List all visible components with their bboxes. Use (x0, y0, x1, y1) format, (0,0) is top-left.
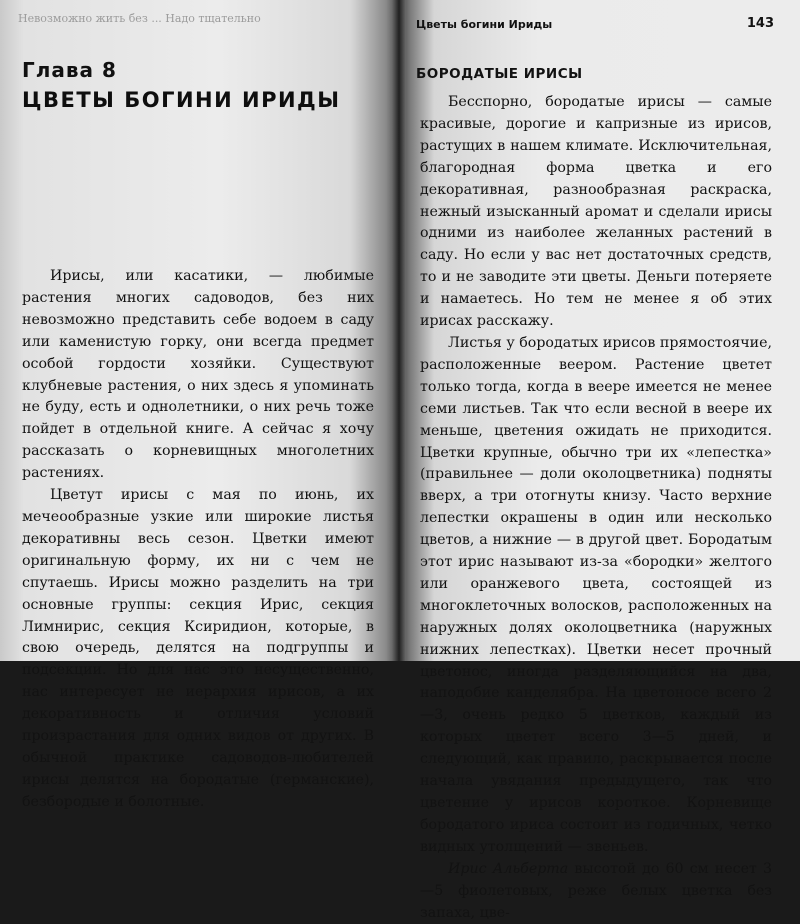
right-body-text (420, 92, 772, 924)
running-head: Цветы богини Ириды (416, 18, 553, 31)
page-number: 143 (746, 16, 774, 31)
right-page (398, 0, 800, 921)
chapter-label: Глава 8 (22, 58, 117, 82)
paragraph-iris-alberta (420, 859, 772, 924)
section-title: БОРОДАТЫЕ ИРИСЫ (416, 66, 583, 82)
paragraph: Цветут ирисы с мая по июнь, их мечеообразные узкие или широкие листья декоративны весь сезон. Цветки имеют оригинальную форму, их ни с чем не спутаешь. Ирисы можно разделить на три основные группы: секция Ирис, секция Лимнирис, секция Ксиридион, которые, в свою очередь, делятся на подгруппы и подсекции. Но для нас это несущественно, нас интересует не иерархия ирисов, а их декоративность и отличия условий произрастания для одних видов от других. В обычной практике садоводов-любителей ирисы делятся на бородатые (германские), безбородые и болотные. (22, 487, 374, 810)
book-gutter (392, 0, 406, 661)
left-body-text (22, 266, 374, 814)
paragraph: Бесспорно, бородатые ирисы — самые красивые, дорогие и капризные из ирисов, растущих в нашем климате. Исключительная, благородная форма цветка и его декоративная, разнообразная раскраска, нежный изысканный аромат и сделали ирисы одними из наиболее желанных растений в саду. Но если у вас нет достаточных средств, то и не заводите эти цветы. Деньги потеряете и намаетесь. Но тем не менее я об этих ирисах расскажу. (420, 94, 772, 330)
paragraph: Листья у бородатых ирисов прямостоячие, расположенные веером. Растение цветет только тогда, когда в веере имеется не менее семи листьев. Так что если весной в веере их меньше, цветения ожидать не приходится. Цветки крупные, обычно три их «лепестка» (правильнее — доли околоцветника) подняты вверх, а три отогнуты книзу. Часто верхние лепестки окрашены в один или несколько цветов, а нижние — в другой цвет. Бородатым этот ирис называют из-за «бородки» желтого или оранжевого цвета, состоящей из многоклеточных волосков, расположенных на наружных долях околоцветника (наружных нижних лепестках). Цветки несет прочный цветонос, иногда разделяющийся на два, наподобие канделябра. На цветоносе всего 2—3, очень редко 5 цветков, каждый из которых цветет всего 3—5 дней, и следующий, как правило, раскрывается после начала увядания предыдущего, так что цветение у ирисов короткое. Корневище бородатого ириса состоит из годичных, четко видных утолщений — звеньев. (420, 334, 772, 855)
paragraph: Ирисы, или касатики, — любимые растения многих садоводов, без них невозможно представить себе водоем в саду или каменистую горку, они всегда предмет особой гордости хозяйки. Существуют клубневые растения, о них здесь я упоминать не буду, есть и однолетники, о них речь тоже пойдет в отдельной книге. А сейчас я хочу рассказать о корневищных многолетних растениях. (22, 268, 374, 482)
chapter-title: ЦВЕТЫ БОГИНИ ИРИДЫ (22, 88, 341, 112)
left-page (0, 0, 398, 810)
species-name: Ирис Альберта (448, 860, 569, 877)
paragraph-continuation: высотой до 60 см несет 3—5 фиолетовых, реже белых цветка без запаха, цве- (420, 860, 772, 921)
bleed-through-header: Невозможно жить без ... Надо тщательно (18, 12, 261, 25)
